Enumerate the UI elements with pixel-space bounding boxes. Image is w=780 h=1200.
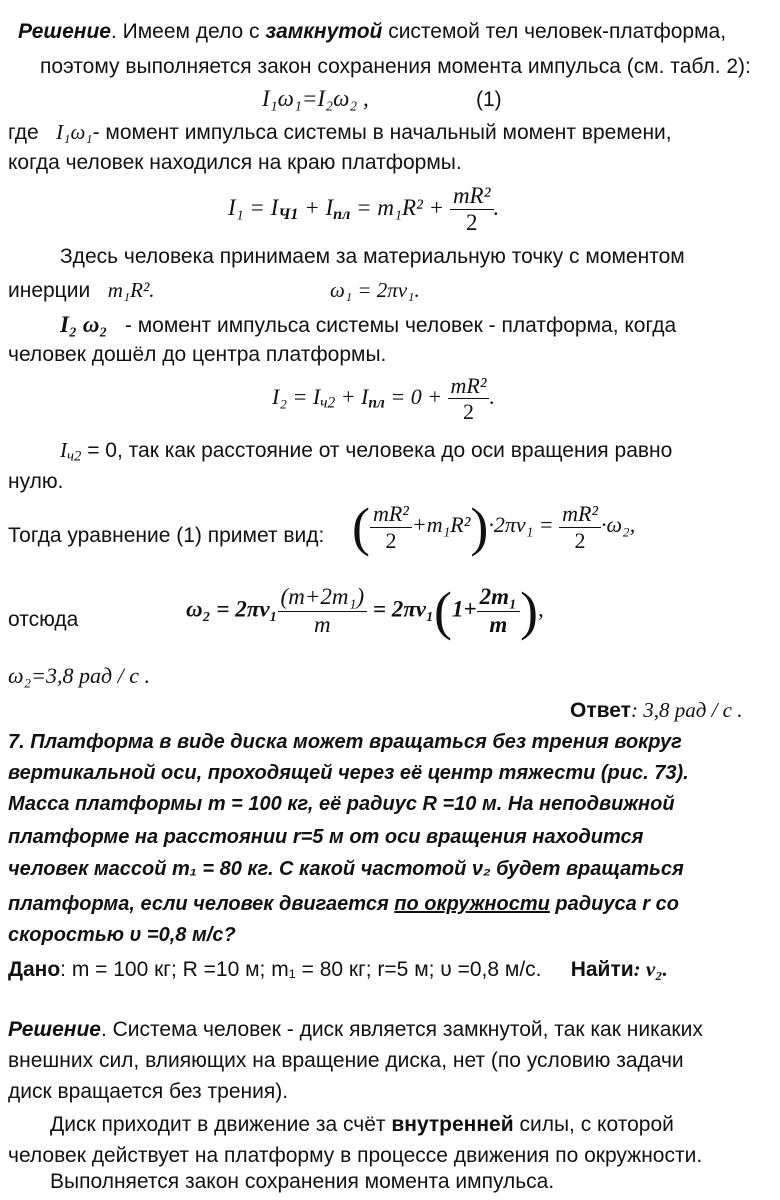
equation-1-number: (1) xyxy=(476,88,502,111)
given-line: Дано: m = 100 кг; R =10 м; m₁ = 80 кг; r=5 м; υ =0,8 м/с. Найти: ν₂. xyxy=(8,957,668,981)
problem7-line6: платформа, если человек двигается по окружности радиуса r со xyxy=(8,893,679,915)
fraction-mr2-over-2: $\frac{\text{mR²}}{2}$ xyxy=(450,183,494,237)
here-line-2: инерции m₁R². xyxy=(8,278,155,302)
problem7-line4: платформе на расстоянии r=5 м от оси вращения находится xyxy=(8,826,644,848)
solution1-line1: Решение. Имеем дело с замкнутой системой тел человек-платформа, xyxy=(18,20,727,43)
problem7-line1: 7. Платформа в виде диска может вращаться без трения вокруг xyxy=(8,731,682,753)
solution2-line5: человек действует на платформу в процессе движения по окружности. xyxy=(8,1144,703,1167)
hence-label: отсюда xyxy=(8,608,79,631)
ich2-line-2: нулю. xyxy=(8,470,64,493)
equation-3: ω₂ = 2πν₁ $\frac{\text{(m+2m₁)}}{m}$ = 2πν₁(1+ $\frac{\text{2m₁}}{m}$ ), xyxy=(186,581,544,641)
equation-2: ( $\frac{\text{mR²}}{2}$ +m₁R²)·2πν₁ = $\frac{\text{mR²}}{2}$ ·ω₂, xyxy=(352,497,636,557)
problem7-line5: человек массой m₁ = 80 кг. С какой частотой ν₂ будет вращаться xyxy=(8,858,684,880)
solution2-line2: внешних сил, влияющих на вращение диска, нет (по условию задачи xyxy=(8,1049,684,1072)
equation-1: I₁ω₁=I₂ω₂ , xyxy=(262,86,369,111)
equation-I1: $I_1 = I_{Ч1} + I_{пл} = m_1R^2$ + $\frac{\text{mR²}}{2}$ . xyxy=(228,183,500,236)
solution2-line1: Решение. Система человек - диск является замкнутой, так как никаких xyxy=(8,1018,703,1041)
here-line-1: Здесь человека принимаем за материальную точку с моментом xyxy=(60,245,685,268)
answer: Ответ: 3,8 рад / с . xyxy=(570,698,743,722)
fraction-mr2-over-2-b: $\frac{\text{mR²}}{2}$ xyxy=(448,373,490,425)
equation-I2: $I_2 = I_{ч2} + I_{пл} = 0$ + $\frac{\text{mR²}}{2}$ . xyxy=(272,373,495,425)
eq3-frac2: $\frac{\text{2m₁}}{m}$ xyxy=(477,584,520,638)
solution2-line3: диск вращается без трения). xyxy=(8,1080,289,1103)
solution2-line6: Выполняется закон сохранения момента импульса. xyxy=(50,1170,555,1193)
then-label: Тогда уравнение (1) примет вид: xyxy=(8,524,325,547)
solution1-line2: поэтому выполняется закон сохранения момента импульса (см. табл. 2): xyxy=(40,55,751,78)
omega1-formula: ω₁ = 2πν₁. xyxy=(330,278,420,302)
i2-line: I₂ ω₂ - момент импульса системы человек - платформа, когда xyxy=(60,312,677,337)
problem7-line7: скоростью υ =0,8 м/с? xyxy=(8,924,236,946)
result-omega2: ω₂=3,8 рад / с . xyxy=(8,663,151,688)
i2-line-2: человек дошёл до центра платформы. xyxy=(8,343,387,366)
ich2-line: $I_{ч2} = 0$, так как расстояние от человека до оси вращения равно xyxy=(60,438,673,465)
problem7-line2: вертикальной оси, проходящей через её центр тяжести (рис. 73). xyxy=(8,762,689,784)
eq2-frac1: $\frac{\text{mR²}}{2}$ xyxy=(370,501,412,553)
eq2-frac2: $\frac{\text{mR²}}{2}$ xyxy=(559,501,601,553)
eq3-frac1: $\frac{\text{(m+2m₁)}}{m}$ xyxy=(278,584,368,638)
solution2-line4: Диск приходит в движение за счёт внутренней силы, с которой xyxy=(50,1113,674,1136)
where-line-2: когда человек находился на краю платформы. xyxy=(8,151,462,174)
where-line: где I₁ω₁- момент импульса системы в начальный момент времени, xyxy=(8,120,672,144)
problem7-line3: Масса платформы m = 100 кг, её радиус R =10 м. На неподвижной xyxy=(8,793,675,815)
